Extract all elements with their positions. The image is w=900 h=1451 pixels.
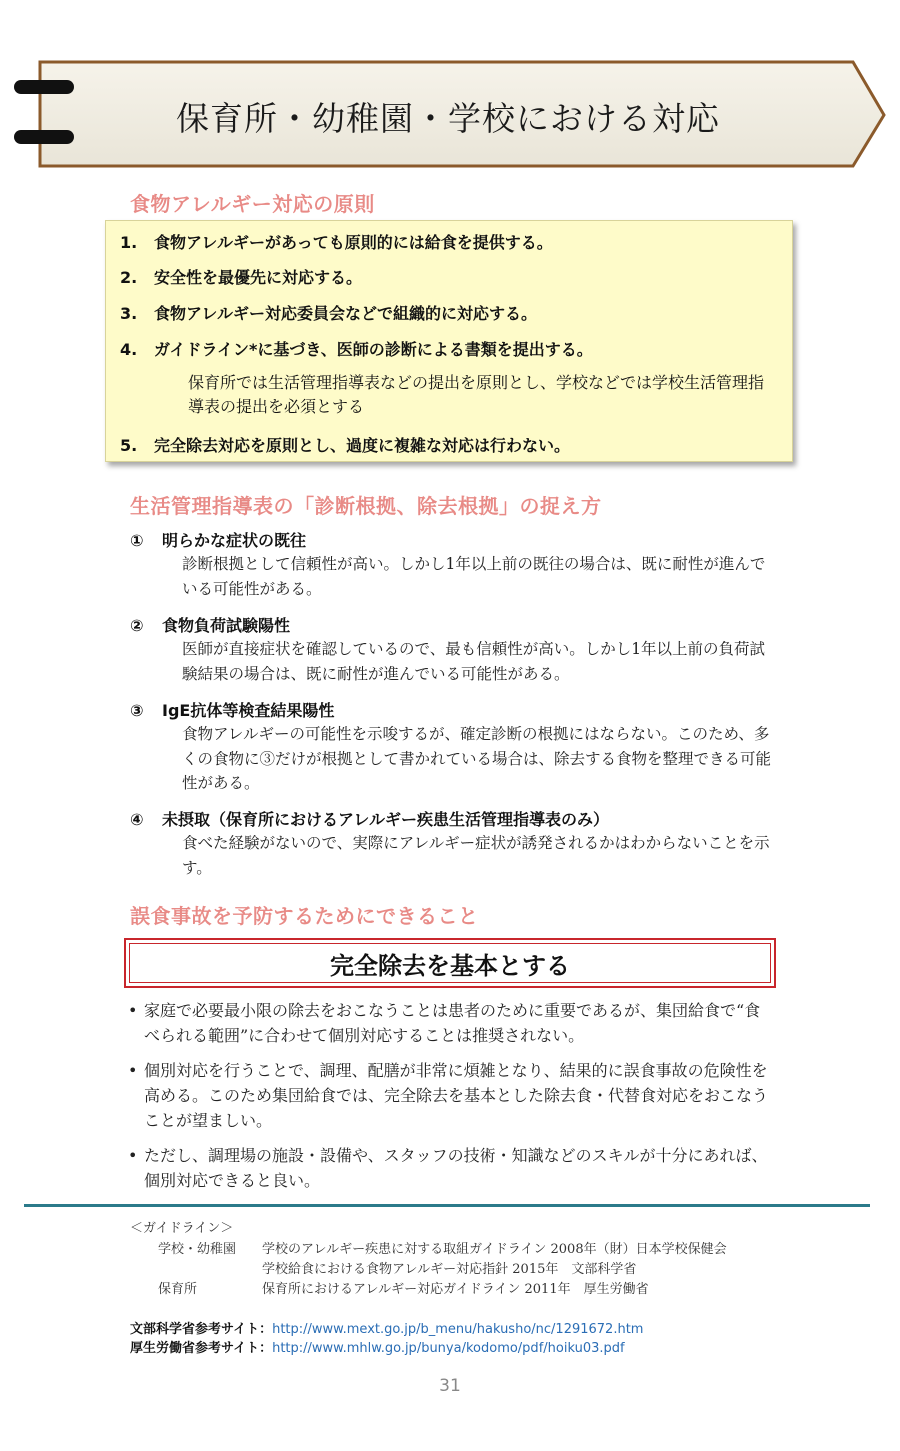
binder-ring-icon bbox=[14, 80, 74, 94]
reference-mext: 文部科学省参考サイト：http://www.mext.go.jp/b_menu/hakusho/nc/1291672.htm bbox=[130, 1322, 644, 1337]
page-number: 31 bbox=[439, 1376, 461, 1396]
bullet-icon: • bbox=[128, 1146, 138, 1165]
mhlw-link[interactable]: http://www.mhlw.go.jp/bunya/kodomo/pdf/hoiku03.pdf bbox=[272, 1341, 625, 1356]
list-item: 4. ガイドライン*に基づき、医師の診断による書類を提出する。 bbox=[120, 340, 593, 359]
bullet-item: • 家庭で必要最小限の除去をおこなうことは患者のために重要であるが、集団給食で“食べられる範囲”に合わせて個別対応することは推奨されない。 bbox=[128, 998, 768, 1048]
list-item: 2. 安全性を最優先に対応する。 bbox=[120, 268, 363, 287]
reference-mhlw: 厚生労働省参考サイト：http://www.mhlw.go.jp/bunya/kodomo/pdf/hoiku03.pdf bbox=[130, 1341, 625, 1356]
guideline-label: ＜ガイドライン＞ bbox=[130, 1221, 234, 1236]
guideline-school-label: 学校・幼稚園 bbox=[158, 1242, 237, 1257]
callout-title: 完全除去を基本とする bbox=[129, 943, 771, 983]
criteria-item-title: ① 明らかな症状の既往 bbox=[130, 531, 307, 550]
principles-heading: 食物アレルギー対応の原則 bbox=[130, 192, 375, 216]
criteria-item-title: ② 食物負荷試験陽性 bbox=[130, 616, 291, 635]
guideline-nursery-label: 保育所 bbox=[158, 1282, 198, 1297]
callout-box bbox=[124, 938, 776, 988]
divider bbox=[24, 1204, 870, 1207]
criteria-item-body: 診断根拠として信頼性が高い。しかし1年以上前の既往の場合は、既に耐性が進んでいる可能性がある。 bbox=[182, 555, 766, 598]
bullet-icon: • bbox=[128, 1061, 138, 1080]
list-item: 3. 食物アレルギー対応委員会などで組織的に対応する。 bbox=[120, 304, 537, 323]
criteria-item-title: ③ IgE抗体等検査結果陽性 bbox=[130, 701, 335, 720]
principles-box bbox=[105, 220, 793, 462]
binder-ring-icon bbox=[14, 130, 74, 144]
criteria-heading: 生活管理指導表の「診断根拠、除去根拠」の捉え方 bbox=[130, 494, 602, 518]
title-banner bbox=[38, 60, 888, 168]
principle-note: 保育所では生活管理指導表などの提出を原則とし、学校などでは学校生活管理指導表の提出を必須とする bbox=[188, 373, 765, 416]
criteria-item-body: 食物アレルギーの可能性を示唆するが、確定診断の根拠にはならない。このため、多くの食物に③だけが根拠として書かれている場合は、除去する食物を整理できる可能性がある。 bbox=[182, 725, 772, 792]
guideline-school-line: 学校のアレルギー疾患に対する取組ガイドライン 2008年（財）日本学校保健会 bbox=[262, 1242, 727, 1257]
criteria-item-body: 食べた経験がないので、実際にアレルギー症状が誘発されるかはわからないことを示す。 bbox=[182, 834, 770, 877]
bullet-item: • 個別対応を行うことで、調理、配膳が非常に煩雑となり、結果的に誤食事故の危険性を高める。このため集団給食では、完全除去を基本とした除去食・代替食対応をおこなうことが望ましい。 bbox=[128, 1058, 768, 1133]
list-item: 1. 食物アレルギーがあっても原則的には給食を提供する。 bbox=[120, 233, 553, 252]
criteria-item-title: ④ 未摂取（保育所におけるアレルギー疾患生活管理指導表のみ） bbox=[130, 810, 609, 829]
mext-link[interactable]: http://www.mext.go.jp/b_menu/hakusho/nc/1291672.htm bbox=[272, 1322, 644, 1337]
criteria-item-body: 医師が直接症状を確認しているので、最も信頼性が高い。しかし1年以上前の負荷試験結果の場合は、既に耐性が進んでいる可能性がある。 bbox=[182, 640, 766, 683]
list-item: 5. 完全除去対応を原則とし、過度に複雑な対応は行わない。 bbox=[120, 436, 571, 455]
bullet-icon: • bbox=[128, 1001, 138, 1020]
page-title: 保育所・幼稚園・学校における対応 bbox=[176, 98, 720, 138]
bullet-item: • ただし、調理場の施設・設備や、スタッフの技術・知識などのスキルが十分にあれば、個別対応できると良い。 bbox=[128, 1143, 768, 1193]
guideline-school-line: 学校給食における食物アレルギー対応指針 2015年 文部科学省 bbox=[262, 1262, 637, 1277]
guideline-nursery-line: 保育所におけるアレルギー対応ガイドライン 2011年 厚生労働省 bbox=[262, 1282, 649, 1297]
prevention-heading: 誤食事故を予防するためにできること bbox=[130, 904, 479, 928]
